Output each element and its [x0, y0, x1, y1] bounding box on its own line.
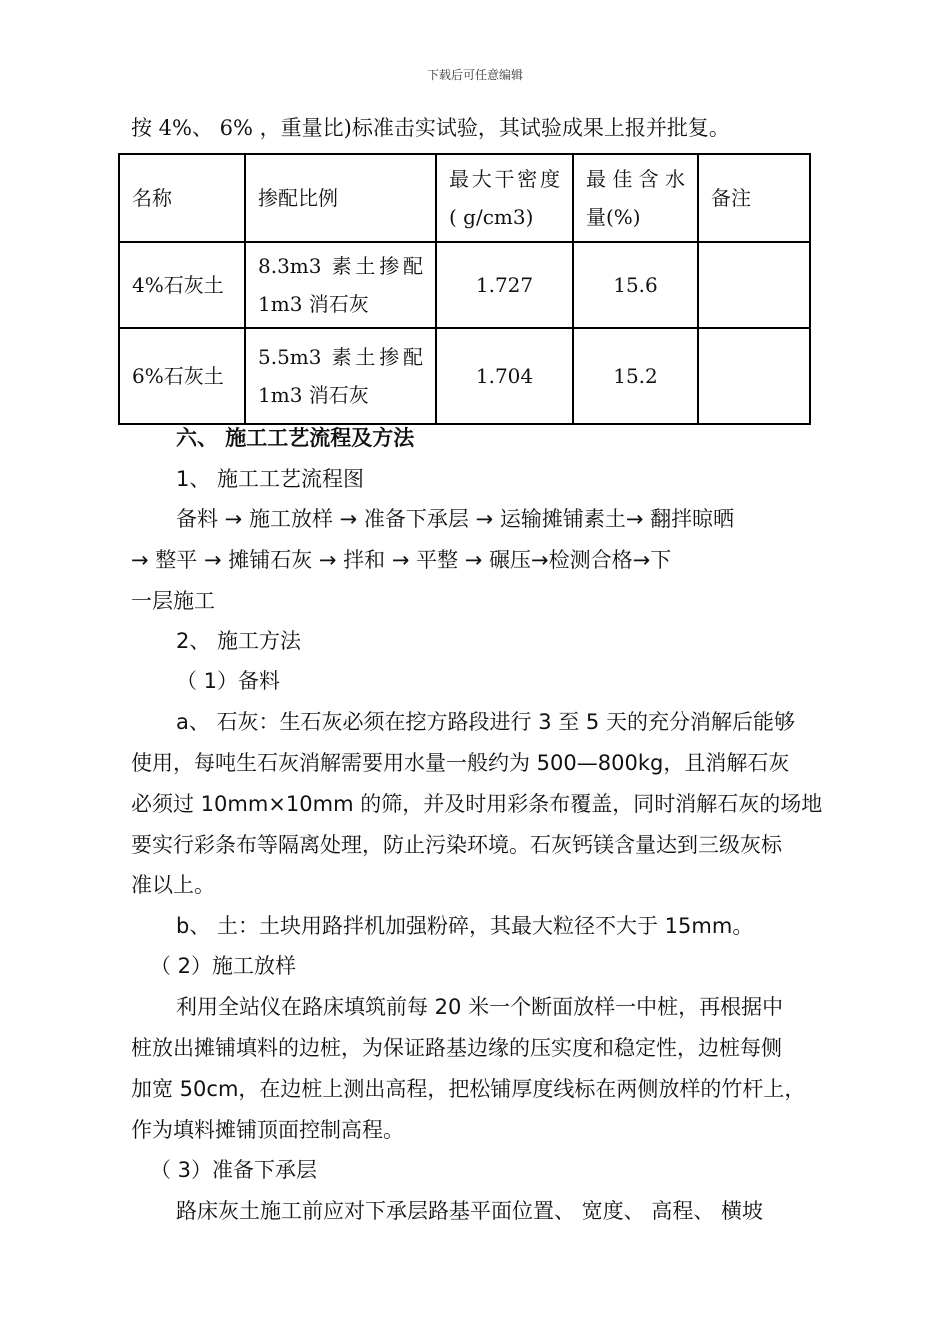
header-water-line2: 量(%) — [586, 205, 641, 229]
cell-name: 6%石灰土 — [119, 328, 245, 424]
flow-line-2: → 整平 → 摊铺石灰 → 拌和 → 平整 → 碾压→检测合格→下 — [131, 548, 672, 572]
item-1-a-line-1: a、 石灰：生石灰必须在挖方路段进行 3 至 5 天的充分消解后能够 — [176, 710, 795, 734]
item-2-line-4: 作为填料摊铺顶面控制高程。 — [131, 1118, 404, 1142]
item-1-a-line-2: 使用，每吨生石灰消解需要用水量一般约为 500—800kg，且消解石灰 — [131, 751, 790, 775]
cell-ratio-line1: 5.5m3 素土掺配 — [258, 345, 423, 369]
header-water — [573, 154, 698, 242]
header-density — [436, 154, 573, 242]
item-2-line-1: 利用全站仪在路床填筑前每 20 米一个断面放样一中桩，再根据中 — [176, 995, 784, 1019]
item-1-a-line-4: 要实行彩条布等隔离处理，防止污染环境。石灰钙镁含量达到三级灰标 — [131, 833, 782, 857]
sub-1-title: 1、 施工工艺流程图 — [176, 467, 365, 491]
item-1-a-line-5: 准以上。 — [131, 873, 215, 897]
item-2-line-3: 加宽 50cm，在边桩上测出高程，把松铺厚度线标在两侧放样的竹杆上， — [131, 1077, 806, 1101]
sub-2-title: 2、 施工方法 — [176, 629, 302, 653]
cell-water: 15.2 — [573, 328, 698, 424]
intro-line: 按 4%、 6% ，重量比)标准击实试验，其试验成果上报并批复。 — [131, 116, 730, 140]
item-1-b: b、 土：土块用路拌机加强粉碎，其最大粒径不大于 15mm。 — [176, 914, 754, 938]
cell-water: 15.6 — [573, 242, 698, 328]
header-water-line1: 最佳含水 — [586, 167, 685, 191]
section-6-title: 六、 施工工艺流程及方法 — [176, 426, 415, 450]
item-3-title: （ 3）准备下承层 — [150, 1158, 318, 1182]
item-2-line-2: 桩放出摊铺填料的边桩，为保证路基边缘的压实度和稳定性，边桩每侧 — [131, 1036, 782, 1060]
table-row — [119, 242, 810, 328]
cell-density: 1.704 — [436, 328, 573, 424]
item-1-title: （ 1）备料 — [176, 669, 281, 693]
cell-note — [698, 328, 810, 424]
cell-note — [698, 242, 810, 328]
flow-line-1: 备料 → 施工放样 → 准备下承层 → 运输摊铺素土→ 翻拌晾晒 — [176, 507, 735, 531]
cell-ratio — [245, 328, 436, 424]
header-note: 备注 — [698, 154, 810, 242]
header-ratio: 掺配比例 — [245, 154, 436, 242]
cell-ratio-line1: 8.3m3 素土掺配 — [258, 254, 423, 278]
item-2-title: （ 2）施工放样 — [150, 954, 297, 978]
item-1-a-line-3: 必须过 10mm×10mm 的筛，并及时用彩条布覆盖，同时消解石灰的场地 — [131, 792, 823, 816]
header-density-line1: 最大干密度 — [449, 167, 560, 191]
item-3-line-1: 路床灰土施工前应对下承层路基平面位置、 宽度、 高程、 横坡 — [176, 1199, 764, 1223]
cell-ratio — [245, 242, 436, 328]
parameter-table — [118, 153, 811, 425]
cell-density: 1.727 — [436, 242, 573, 328]
flow-line-3: 一层施工 — [131, 589, 215, 613]
table-row — [119, 328, 810, 424]
header-density-line2: ( g/cm3) — [449, 205, 534, 229]
table-header-row — [119, 154, 810, 242]
page-header-note: 下载后可任意编辑 — [426, 68, 523, 82]
cell-ratio-line2: 1m3 消石灰 — [258, 383, 369, 407]
header-name: 名称 — [119, 154, 245, 242]
cell-ratio-line2: 1m3 消石灰 — [258, 292, 369, 316]
cell-name: 4%石灰土 — [119, 242, 245, 328]
